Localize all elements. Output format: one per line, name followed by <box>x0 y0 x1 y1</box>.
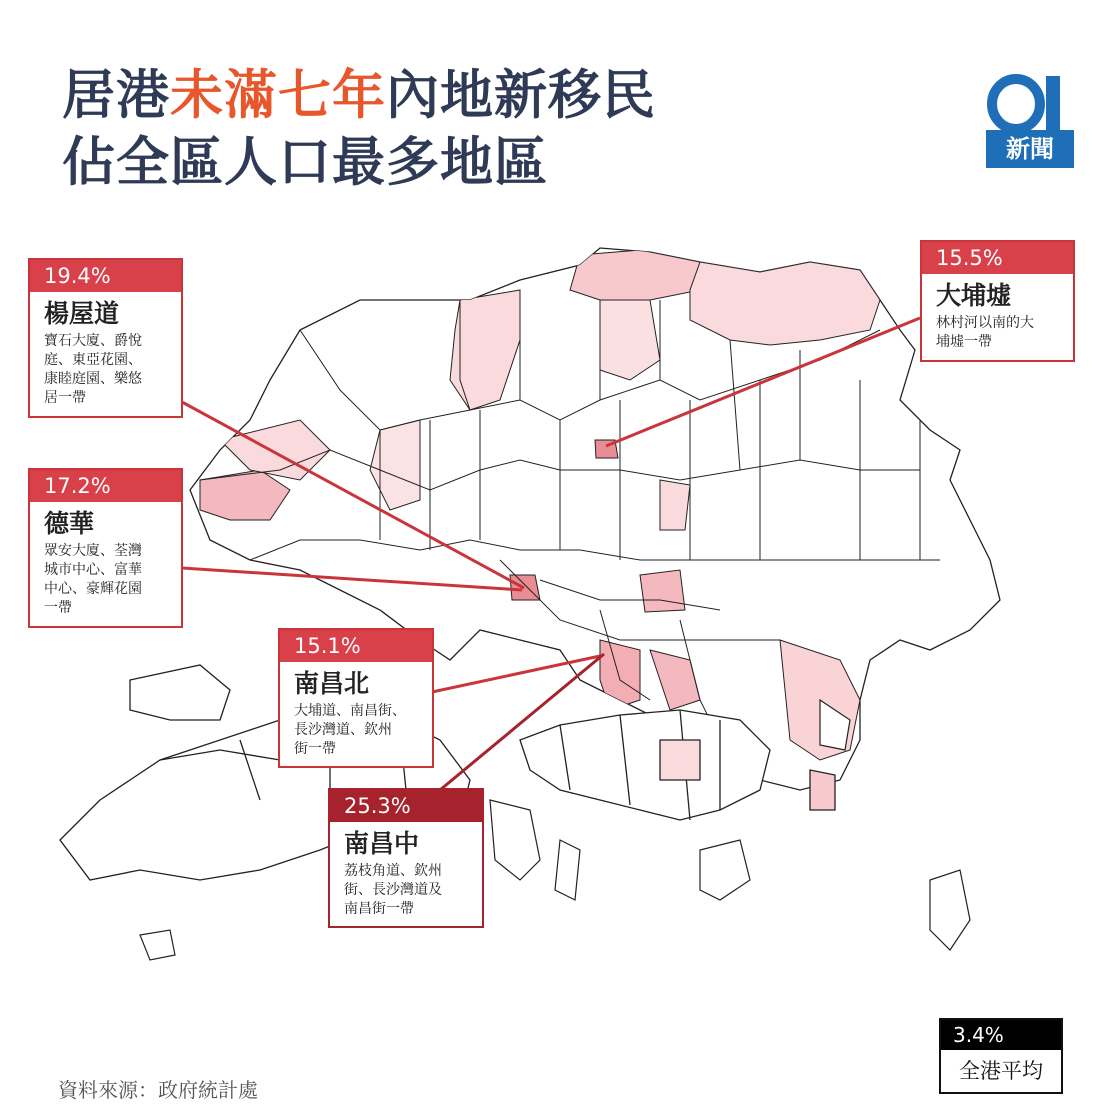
data-source: 資料來源：政府統計處 <box>58 1078 258 1102</box>
callout-tak-wah <box>28 468 183 628</box>
title-prefix: 居港 <box>62 65 170 126</box>
callout-desc-line: 康睦庭園、樂悠 <box>44 371 142 387</box>
callout-percent: 15.1% <box>280 630 432 662</box>
infographic-title <box>62 62 656 196</box>
callout-desc-line: 庭、東亞花園、 <box>44 352 142 368</box>
callout-desc-line: 中心、豪輝花園 <box>44 581 142 597</box>
hong-kong-average-box <box>939 1018 1063 1094</box>
callout-description <box>30 332 181 408</box>
callout-desc-line: 街一帶 <box>294 741 336 757</box>
callout-desc-line: 眾安大廈、荃灣 <box>44 543 142 559</box>
callout-desc-line: 寶石大廈、爵悅 <box>44 333 142 349</box>
callout-desc-line: 城市中心、富華 <box>44 562 142 578</box>
callout-tai-po-hui <box>920 240 1075 362</box>
callout-description <box>330 862 482 919</box>
title-suffix: 內地新移民 <box>386 65 656 126</box>
callout-desc-line: 林村河以南的大 <box>936 315 1034 331</box>
callout-description <box>30 542 181 618</box>
title-accent: 未滿七年 <box>170 65 386 126</box>
callout-name: 楊屋道 <box>44 299 120 328</box>
callout-yeung-uk-road <box>28 258 183 418</box>
leader-line-nam-cheong-north <box>432 656 600 692</box>
average-percent: 3.4% <box>941 1020 1061 1050</box>
callout-desc-line: 一帶 <box>44 600 72 616</box>
callout-description <box>280 702 432 759</box>
callout-percent: 19.4% <box>30 260 181 292</box>
title-line-1 <box>62 62 656 129</box>
title-line-2: 佔全區人口最多地區 <box>62 132 548 193</box>
callout-desc-line: 南昌街一帶 <box>344 901 414 917</box>
callout-nam-cheong-north <box>278 628 434 768</box>
callout-desc-line: 居一帶 <box>44 390 86 406</box>
callout-percent: 25.3% <box>330 790 482 822</box>
average-label: 全港平均 <box>959 1059 1043 1083</box>
callout-desc-line: 大埔道、南昌街、 <box>294 703 406 719</box>
callout-desc-line: 長沙灣道、欽州 <box>294 722 392 738</box>
callout-desc-line: 荔枝角道、欽州 <box>344 863 442 879</box>
hk01-logo-mark <box>986 72 1074 134</box>
callout-percent: 17.2% <box>30 470 181 502</box>
hk01-logo-label: 新聞 <box>986 130 1074 168</box>
callout-percent: 15.5% <box>922 242 1073 274</box>
callout-desc-line: 埔墟一帶 <box>936 334 992 350</box>
callout-name: 大埔墟 <box>936 281 1012 310</box>
callout-name: 德華 <box>44 509 95 538</box>
hk01-logo <box>986 72 1074 168</box>
callout-name: 南昌中 <box>344 829 420 858</box>
callout-nam-cheong-central <box>328 788 484 928</box>
callout-name: 南昌北 <box>294 669 370 698</box>
callout-desc-line: 街、長沙灣道及 <box>344 882 442 898</box>
callout-description <box>922 314 1073 352</box>
